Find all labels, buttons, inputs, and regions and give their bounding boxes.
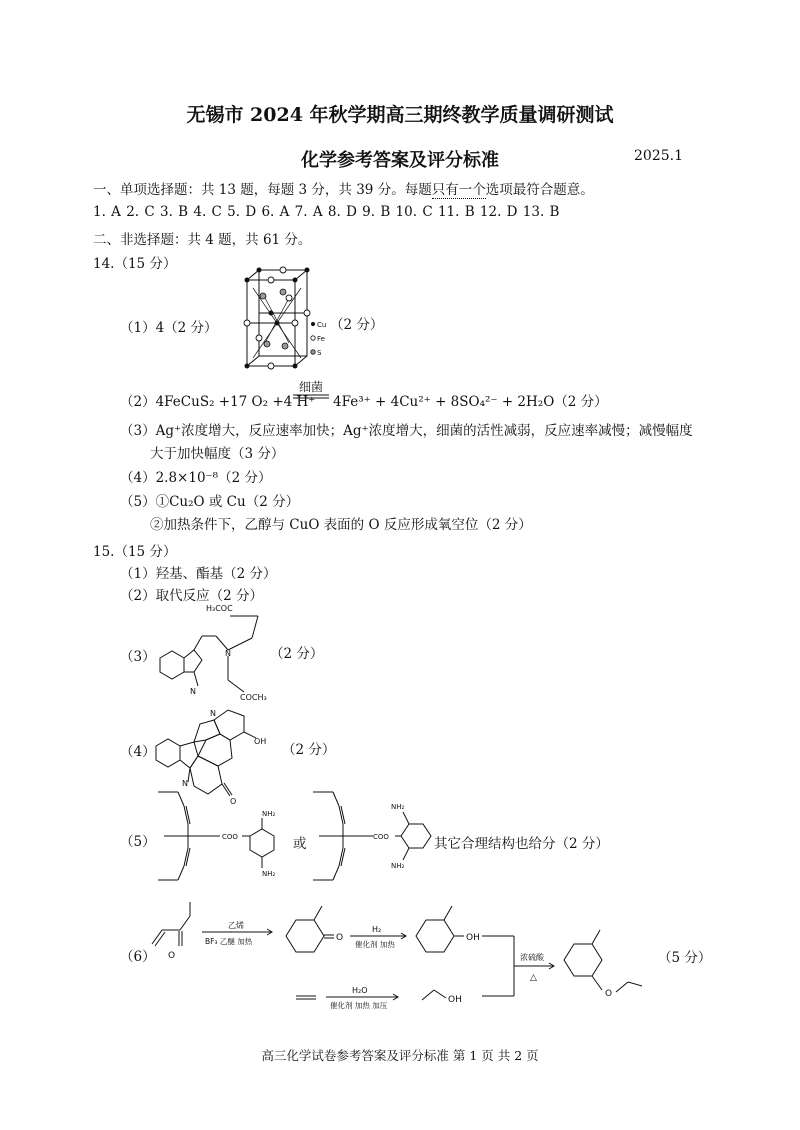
q15-p6-score: （5 分）: [658, 950, 712, 966]
q15-p5-label: （5）: [120, 834, 156, 850]
legend-cu: Cu: [317, 321, 327, 329]
amino-a-top: NH₂: [262, 810, 276, 818]
enone-o: O: [168, 951, 176, 961]
ketone-o-6: O: [336, 933, 344, 943]
section1-heading-emphasis: 只有一个: [431, 182, 486, 198]
step3-reagent: 浓硫酸: [520, 953, 544, 962]
amino-b-bottom: NH₂: [391, 862, 405, 870]
q15-p5-tail: 其它合理结构也给分（2 分）: [434, 836, 609, 852]
ester-a: COO: [222, 833, 238, 841]
q14-p1-score: （2 分）: [330, 317, 384, 333]
step1-conditions: BF₃ 乙醚 加热: [205, 937, 253, 946]
aniline-ring-b: [401, 824, 431, 848]
q15-title: 15.（15 分）: [93, 544, 177, 560]
q14-p5-line1: （5）①Cu₂O 或 Cu（2 分）: [120, 494, 300, 510]
q14-title: 14.（15 分）: [93, 256, 177, 272]
ring-n-top: N: [210, 709, 216, 718]
q14-p1: （1）4（2 分）: [120, 320, 218, 336]
exam-date: 2025.1: [634, 148, 683, 164]
q15-p1: （1）羟基、酯基（2 分）: [120, 566, 277, 582]
step2-reagent: H₂: [372, 925, 382, 934]
ring-n-bottom: N: [182, 779, 188, 788]
q14-p5-line2: ②加热条件下，乙醇与 CuO 表面的 O 反应形成氧空位（2 分）: [150, 517, 532, 533]
section1-heading-suffix: 选项最符合题意。: [485, 182, 594, 198]
amino-b-top: NH₂: [391, 803, 405, 811]
section2-heading: 二、非选择题：共 4 题，共 61 分。: [93, 232, 312, 248]
benzene-ring-4: [156, 739, 180, 767]
legend-s: S: [317, 349, 322, 357]
aniline-ring-a: [250, 829, 274, 857]
amine-n: N: [225, 649, 231, 658]
q14-p2-left: （2）4FeCuS₂ +17 O₂ +4 H⁺: [120, 394, 316, 410]
pyrrole-ring: [184, 650, 202, 672]
ether-product-ring: [564, 944, 602, 976]
indole-n: N: [190, 687, 196, 696]
reaction-equal-sign: [293, 394, 329, 400]
benzene-ring: [160, 651, 184, 679]
cyclohexanone-ring: [286, 920, 324, 952]
q15-p5-structure-a: [150, 788, 300, 888]
step4-reagent: H₂O: [352, 986, 368, 995]
q15-p6-synthesis-route: [150, 900, 710, 1010]
q15-p4-score: （2 分）: [282, 742, 336, 758]
ketone-o: O: [230, 797, 237, 806]
step1-reagent: 乙烯: [228, 921, 244, 930]
section1-heading-prefix: 一、单项选择题：共 13 题，每题 3 分，共 39 分。每题: [93, 182, 432, 198]
section1-heading: [93, 178, 594, 198]
page-footer: 高三化学试卷参考答案及评分标准 第 1 页 共 2 页: [261, 1048, 539, 1063]
page-title: 无锡市 2024 年秋学期高三期终教学质量调研测试: [186, 104, 614, 126]
q15-p5-or: 或: [293, 836, 307, 852]
hydroxyl-6: OH: [466, 933, 480, 943]
page-subtitle: 化学参考答案及评分标准: [301, 150, 499, 171]
q15-p3-label: （3）: [120, 649, 156, 665]
q15-p6-label: （6）: [120, 949, 156, 965]
acetyl-top: H₃COC: [206, 604, 233, 613]
step3-heat: △: [530, 973, 537, 983]
q15-p5-structure-b: [305, 788, 440, 888]
q14-p3-line2: 大于加快幅度（3 分）: [150, 446, 285, 462]
q14-p4: （4）2.8×10⁻⁸（2 分）: [120, 470, 272, 486]
amino-a-bottom: NH₂: [262, 870, 276, 878]
acetyl-bottom: COCH₃: [240, 693, 267, 702]
q14-p3-line1: （3）Ag⁺浓度增大，反应速率加快；Ag⁺浓度增大，细菌的活性减弱，反应速率减慢；减慢幅度: [120, 423, 693, 439]
hydroxyl: OH: [254, 737, 267, 746]
ether-o: O: [605, 989, 613, 999]
ethanol-oh: OH: [448, 995, 462, 1005]
step4-conditions: 催化剂 加热 加压: [330, 1001, 388, 1010]
q15-p3-structure: [150, 598, 280, 708]
ester-b: COO: [373, 833, 389, 841]
q15-p3-score: （2 分）: [270, 646, 324, 662]
step2-conditions: 催化剂 加热: [355, 940, 395, 949]
q14-p2-right: 4Fe³⁺ + 4Cu²⁺ + 8SO₄²⁻ + 2H₂O（2 分）: [333, 394, 608, 410]
section1-answers: 1. A 2. C 3. B 4. C 5. D 6. A 7. A 8. D 9. B 10. C 11. B 12. D 13. B: [93, 204, 560, 220]
cyclohexanol-ring: [416, 920, 454, 952]
q15-p2: （2）取代反应（2 分）: [120, 588, 263, 604]
legend-fe: Fe: [317, 335, 325, 343]
q15-p4-label: （4）: [120, 744, 156, 760]
q14-p2-condition: 细菌: [298, 380, 323, 394]
